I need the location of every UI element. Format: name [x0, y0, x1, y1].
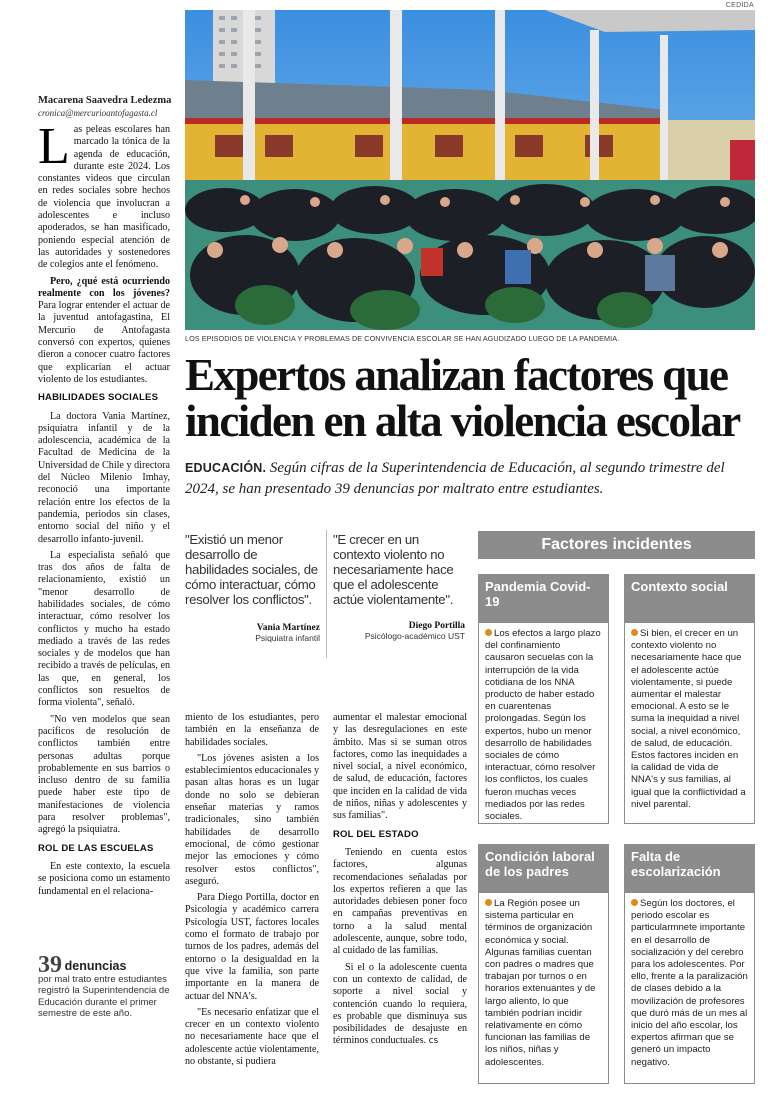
paragraph-escuela: En este contexto, la escuela se posiciona como un estamento fundamental en el relaciona- — [38, 860, 170, 897]
factor-title: Contexto social — [625, 575, 754, 623]
paragraph-models: "No ven modelos que sean pacíficos de resolución de conflictos también entre personas adultas porque probablemente en sus barrios o incluso dentro de su familia puede haber este tipo de manifestaciones de violencia para resolver problemas", agregó la psiquiatra. — [38, 713, 170, 836]
factor-box-pandemia — [478, 574, 609, 824]
factor-text: La Región posee un sistema particular en términos de organización económica y social. Algunas familias cuentan con padres o madres que trabajan por turnos o en horarios extenuantes y de largo aliento, lo que también podrían incidir relativamente en cómo funcionan las familias de los niños, niñas y adolescentes. — [485, 898, 596, 1068]
paragraph-portilla: Para Diego Portilla, doctor en Psicología y académico carrera Psicología UST, factores locales como el formato de trabajo por turnos de los padres, además del entorno o la desigualdad en la que vive la familia, son parte importante en la manera de actuar del NNA's. — [185, 892, 319, 1002]
quote-role: Psicólogo-académico UST — [364, 631, 465, 641]
section-label: EDUCACIÓN. — [185, 461, 267, 475]
photo-credit: CEDIDA — [725, 2, 754, 9]
subhead-escuelas: ROL DE LAS ESCUELAS — [38, 842, 154, 854]
paragraph-contexto: Si el o la adolescente cuenta con un contexto de calidad, de soporte a nivel social y contención cuando lo requiera, es probable que disminuya sus posibilidades de desajuste en términos conductuales. — [333, 961, 467, 1047]
factor-text: Según los doctores, el periodo escolar es particularmnete importante en el desarrollo de socialización y del cerebro para los adolescentes. Por ello, frente a la paralización de clases debido a la movilización de profesores que duró más de un mes al inicio del año escolar, los expertos afirman que se generó un impacto negativo. — [631, 898, 748, 1068]
school-students-photo — [185, 10, 755, 330]
drop-cap: L — [38, 118, 70, 175]
paragraph-malestar: aumentar el malestar emocional y las desregulaciones en este ámbito. Mas si se suman otros factores, como las inequidades a nivel social, a nivel económico, de salud, de educación, factores que inciden en la calidad de vida de niños, niñas y adolescentes y sus familias". — [333, 712, 467, 822]
stat-text: por mal trato entre estudiantes registró la Superintendencia de Educación durante el primer semestre de este año. — [38, 973, 170, 1019]
factor-box-contexto — [624, 574, 755, 824]
author-email[interactable]: cronica@mercurioantofagasta.cl — [38, 108, 158, 118]
factor-box-laboral — [478, 844, 609, 1084]
paragraph-recomendaciones: Teniendo en cuenta estos factores, algunas recomendaciones señaladas por los expertos refieren a que las autoridades debiesen poner foco en campañas preventivas en torno a la salud mental adolescente, aunque, sobre todo, al cuidado de las familias. — [333, 846, 467, 957]
stat-box — [38, 952, 170, 1020]
author-name: Macarena Saavedra Ledezma — [38, 95, 172, 106]
quote-role: Psiquiatra infantil — [255, 633, 320, 643]
subhead-habilidades: HABILIDADES SOCIALES — [38, 392, 159, 404]
photo-caption: LOS EPISODIOS DE VIOLENCIA Y PROBLEMAS DE CONVIVENCIA ESCOLAR SE HAN AGUDIZADO LUEGO DE LA PANDEMIA. — [185, 334, 620, 343]
lede-text: Según cifras de la Superintendencia de Educación, al segundo trimestre del 2024, se han presentado 39 denuncias por maltrato entre estudiantes. — [185, 460, 725, 497]
paragraph-continuation: miento de los estudiantes, pero también en la enseñanza de habilidades sociales. — [185, 712, 319, 748]
paragraph-jovenes: "Los jóvenes asisten a los establecimientos educacionales y pasan altas horas es un lugar donde no solo se debieran enseñar materias y ramos tradicionales, sino también habilidades de desarrollo emocional, de cómo gestionar mejor las emociones y cómo resolver estos conflictos", aseguró. — [185, 752, 319, 887]
headline: Expertos analizan factores que inciden en alta violencia escolar — [185, 350, 740, 446]
quote-portilla — [333, 532, 465, 641]
bullet-icon — [485, 899, 492, 906]
factor-text: Si bien, el crecer en un contexto violento no necesariamente hace que el adolescente actúe violentamente, si puede aumentar el malestar emocional. A esto se le suma la inequidad a nivel social, a nivel económico, de salud, de educación. Estos factores inciden en la calidad de vida de NNA's y sus familias, al igual que la conflictividad a nivel parental. — [631, 628, 746, 810]
stat-label: denuncias — [64, 959, 127, 973]
factor-box-escolarizacion — [624, 844, 755, 1084]
paragraph-martinez: La doctora Vania Martínez, psiquiatra infantil y de la adolescencia, académica de la Facultad de Medicina de la Universidad de Chile y directora del Núcleo Milenio Imhay, reconoció una importante relación entre los efectos de la pandemia, periodos sin clases, entorno social del niño y el desarrollo infanto-juvenil. — [38, 410, 170, 545]
end-mark: cs — [428, 1036, 439, 1047]
factor-title: Falta de escolarización — [625, 845, 754, 893]
body-column-3 — [333, 712, 467, 1052]
intro-paragraph: as peleas escolares han marcado la tónica de la agenda de educación, durante este 2024. Los constantes videos que circulan en redes sociales sobre hechos de violencia que involucran a adolescentes e incluso apoderados, se han masificado, poniendo especial atención de las autoridades y sostenedores de colegios ante el fenómeno. — [38, 124, 170, 271]
news-photo — [185, 10, 755, 330]
quote-name: Diego Portilla — [408, 621, 465, 631]
quote-martinez — [185, 532, 320, 643]
bullet-icon — [485, 629, 492, 636]
stat-number: 39 — [38, 952, 62, 978]
factor-title: Condición laboral de los padres — [479, 845, 608, 893]
bullet-icon — [631, 629, 638, 636]
paragraph-enfatizar: "Es necesario enfatizar que el crecer en un contexto violento no necesariamente hace que el adolescente actúe violentamente, no obstante, si pudiera — [185, 1006, 319, 1068]
left-column — [38, 118, 170, 902]
paragraph-specialist: La especialista señaló que tras dos años de falta de relacionamiento, existió un "menor desarrollo de habilidades sociales, de cómo interactuar, cómo resolver los conflictos y mucho ha estado mediado a través de las redes sociales y de modelos que han recibido a través de películas, en las que, en general, los conflictos son resueltos de forma violenta", señaló. — [38, 549, 170, 709]
sidebar-title: Factores incidentes — [478, 531, 755, 559]
quote-text: "E crecer en un contexto violento no necesariamente hace que el adolescente actúe violentamente". — [333, 532, 454, 607]
intro-question: Pero, ¿qué está ocurriendo realmente con los jóvenes? — [38, 275, 170, 299]
factor-title: Pandemia Covid-19 — [479, 575, 608, 623]
factor-text: Los efectos a largo plazo del confinamiento causaron secuelas con la interrupción de la vida cotidiana de los NNA producto de haber estado en cuarentenas prolongadas. Según los expertos, hubo un menor desarrollo de habilidades sociales de cómo interactuar, cómo resolver los conflictos, los cuales fueron muchas veces mediados por las redes sociales. — [485, 628, 601, 823]
body-column-2 — [185, 712, 319, 1072]
quote-name: Vania Martínez — [256, 623, 320, 633]
subhead-estado: ROL DEL ESTADO — [333, 828, 419, 840]
intro-paragraph-2: Para lograr entender el actuar de la juventud antofagastina, El Mercurio de Antofagasta conversó con expertos, quienes dieron a conocer cuatro factores que explicarían el actuar violento de los estudiantes. — [38, 300, 170, 385]
bullet-icon — [631, 899, 638, 906]
quote-divider — [326, 530, 327, 658]
quote-text: "Existió un menor desarrollo de habilidades sociales, de cómo interactuar, cómo resolver los conflictos". — [185, 532, 318, 607]
lede — [185, 458, 760, 500]
